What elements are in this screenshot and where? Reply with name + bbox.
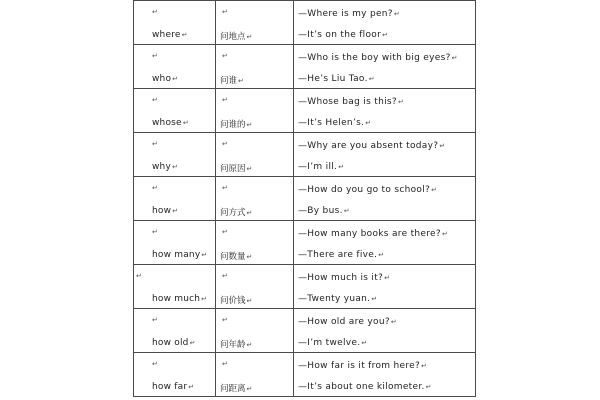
example-answer: —It’s about one kilometer.: [298, 382, 425, 392]
meaning-cell: ↵ 问原因↵: [216, 133, 294, 177]
meaning-cell: ↵ 问谁的↵: [216, 89, 294, 133]
table-row: [134, 133, 476, 177]
word-meaning: 问原因: [220, 164, 246, 174]
paragraph-mark-icon: ↵: [222, 228, 228, 236]
word-cell: ↵ how much↵: [134, 265, 216, 309]
meaning-cell: ↵ 问谁↵: [216, 45, 294, 89]
word-meaning: 问价钱: [220, 296, 246, 306]
table-row: [134, 353, 476, 397]
question-word: how many: [152, 250, 201, 260]
example-cell: —Where is my pen?↵ —It’s on the floor↵: [294, 1, 476, 45]
example-question: —Who is the boy with big eyes?: [298, 53, 451, 63]
paragraph-mark-icon: ↵: [222, 52, 228, 60]
paragraph-mark-icon: ↵: [152, 140, 158, 148]
word-cell: ↵ why↵: [134, 133, 216, 177]
word-meaning: 问数量: [220, 252, 246, 262]
example-cell: —Whose bag is this?↵ —It’s Helen’s.↵: [294, 89, 476, 133]
word-meaning: 问距离: [220, 384, 246, 394]
paragraph-mark-icon: ↵: [222, 316, 228, 324]
question-word: how far: [152, 382, 188, 392]
example-answer: —I’m ill.: [298, 162, 338, 172]
example-question: —How old are you?: [298, 317, 390, 327]
paragraph-mark-icon: ↵: [152, 52, 158, 60]
meaning-cell: ↵ 问方式↵: [216, 177, 294, 221]
example-cell: —How far is it from here?↵ —It’s about one kilometer.↵: [294, 353, 476, 397]
word-cell: ↵ who↵: [134, 45, 216, 89]
example-question: —How do you go to school?: [298, 185, 431, 195]
question-word: who: [152, 74, 172, 84]
table-row: [134, 221, 476, 265]
example-answer: —It’s on the floor: [298, 30, 382, 40]
example-cell: —How do you go to school?↵ —By bus.↵: [294, 177, 476, 221]
example-answer: —I’m twelve.: [298, 338, 361, 348]
word-cell: ↵ how far↵: [134, 353, 216, 397]
example-cell: —Who is the boy with big eyes?↵ —He’s Liu Tao.↵: [294, 45, 476, 89]
word-cell: ↵ whose↵: [134, 89, 216, 133]
question-word: where: [152, 30, 181, 40]
question-word: whose: [152, 118, 182, 128]
word-cell: ↵ how old↵: [134, 309, 216, 353]
meaning-cell: ↵ 问数量↵: [216, 221, 294, 265]
example-question: —How many books are there?: [298, 229, 441, 239]
question-word: how old: [152, 338, 189, 348]
word-meaning: 问谁的: [220, 120, 246, 130]
table-row: [134, 177, 476, 221]
paragraph-mark-icon: ↵: [136, 272, 142, 280]
table-row: [134, 309, 476, 353]
question-word: why: [152, 162, 171, 172]
meaning-cell: ↵ 问价钱↵: [216, 265, 294, 309]
question-word: how: [152, 206, 172, 216]
paragraph-mark-icon: ↵: [222, 184, 228, 192]
meaning-cell: ↵ 问距离↵: [216, 353, 294, 397]
example-cell: —Why are you absent today?↵ —I’m ill.↵: [294, 133, 476, 177]
example-answer: —It’s Helen’s.: [298, 118, 365, 128]
word-cell: ↵ where↵: [134, 1, 216, 45]
question-word: how much: [152, 294, 201, 304]
example-answer: —He’s Liu Tao.: [298, 74, 368, 84]
paragraph-mark-icon: ↵: [152, 8, 158, 16]
paragraph-mark-icon: ↵: [152, 184, 158, 192]
paragraph-mark-icon: ↵: [222, 8, 228, 16]
word-meaning: 问年龄: [220, 340, 246, 350]
example-question: —Why are you absent today?: [298, 141, 439, 151]
example-question: —Where is my pen?: [298, 9, 393, 19]
example-answer: —There are five.: [298, 250, 378, 260]
word-meaning: 问谁: [220, 76, 238, 86]
example-question: —Whose bag is this?: [298, 97, 397, 107]
word-cell: ↵ how↵: [134, 177, 216, 221]
paragraph-mark-icon: ↵: [222, 360, 228, 368]
example-question: —How much is it?: [298, 273, 384, 283]
example-cell: —How many books are there?↵ —There are five.↵: [294, 221, 476, 265]
word-cell: ↵ how many↵: [134, 221, 216, 265]
example-cell: —How old are you?↵ —I’m twelve.↵: [294, 309, 476, 353]
table-row: [134, 45, 476, 89]
example-answer: —By bus.: [298, 206, 343, 216]
table-row: [134, 1, 476, 45]
paragraph-mark-icon: ↵: [222, 272, 228, 280]
example-question: —How far is it from here?: [298, 361, 421, 371]
paragraph-mark-icon: ↵: [152, 228, 158, 236]
meaning-cell: ↵ 问年龄↵: [216, 309, 294, 353]
question-word-table: [133, 0, 476, 397]
word-meaning: 问方式: [220, 208, 246, 218]
table-row: [134, 89, 476, 133]
paragraph-mark-icon: ↵: [222, 96, 228, 104]
paragraph-mark-icon: ↵: [152, 316, 158, 324]
example-cell: —How much is it?↵ —Twenty yuan.↵: [294, 265, 476, 309]
table-row: [134, 265, 476, 309]
meaning-cell: ↵ 问地点↵: [216, 1, 294, 45]
word-meaning: 问地点: [220, 32, 246, 42]
paragraph-mark-icon: ↵: [152, 360, 158, 368]
paragraph-mark-icon: ↵: [222, 140, 228, 148]
example-answer: —Twenty yuan.: [298, 294, 371, 304]
paragraph-mark-icon: ↵: [152, 96, 158, 104]
